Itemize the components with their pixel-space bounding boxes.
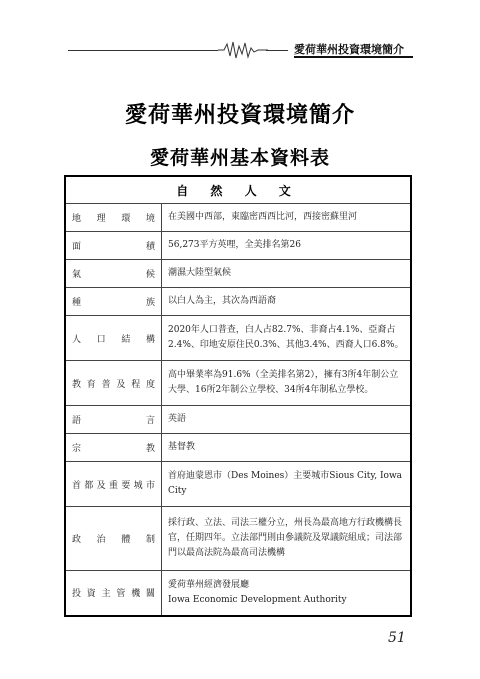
row-label: 教育普及程度 [65,361,162,406]
header-rule-left [68,50,218,51]
row-label: 首都及重要城市 [65,462,162,507]
row-label: 人口結構 [65,316,162,361]
table-row [65,260,411,288]
running-header [68,38,413,62]
row-label: 政治體制 [65,507,162,571]
header-rule-right [266,50,288,51]
row-value [162,571,412,616]
row-label: 種族 [65,288,162,316]
table-section-heading-row [65,176,411,204]
table-row [65,462,411,507]
row-label: 語言 [65,406,162,434]
table-row [65,232,411,260]
table-row [65,434,411,462]
row-label: 氣候 [65,260,162,288]
page-title: 愛荷華州投資環境簡介 [124,103,355,128]
table-row [65,571,411,616]
row-value: 以白人為主，其次為西語裔 [162,288,412,316]
section-heading: 自 然 人 文 [65,176,411,204]
table-row [65,406,411,434]
row-value: 潮濕大陸型氣候 [162,260,412,288]
page-subtitle: 愛荷華州基本資料表 [149,147,330,169]
header-label-underline [294,56,413,58]
table-row [65,507,411,571]
table-row [65,316,411,361]
row-value: 在美國中西部，東臨密西西比河，西接密蘇里河 [162,204,412,232]
row-value: 首府迪蒙恩市（Des Moines）主要城市Sious City, Iowa City [162,462,412,507]
basic-info-table [64,175,412,617]
row-value: 56,273平方英哩，全美排名第26 [162,232,412,260]
row-value: 採行政、立法、司法三權分立，州長為最高地方行政機構長官，任期四年。立法部門則由參議院及眾議院組成；司法部門以最高法院為最高司法機構 [162,507,412,571]
authority-name-zh: 愛荷華州經濟發展廳 [168,579,250,590]
row-label: 宗教 [65,434,162,462]
table-row [65,288,411,316]
table-row [65,204,411,232]
heartbeat-wave-icon [218,38,268,62]
row-value: 2020年人口普查，白人占82.7%、非裔占4.1%、亞裔占2.4%、印地安原住民0.3%、其他3.4%、西裔人口6.8%。 [162,316,412,361]
row-value: 高中畢業率為91.6%（全美排名第2），擁有3所4年制公立大學、16所2年制公立學校、34所4年制私立學校。 [162,361,412,406]
row-value: 英語 [162,406,412,434]
table-row [65,361,411,406]
row-label: 面積 [65,232,162,260]
row-value: 基督教 [162,434,412,462]
row-label: 地理環境 [65,204,162,232]
row-label: 投資主管機關 [65,571,162,616]
authority-name-en: Iowa Economic Development Authority [168,594,347,605]
header-label: 愛荷華州投資環境簡介 [294,43,404,56]
page-number: 51 [388,630,406,646]
